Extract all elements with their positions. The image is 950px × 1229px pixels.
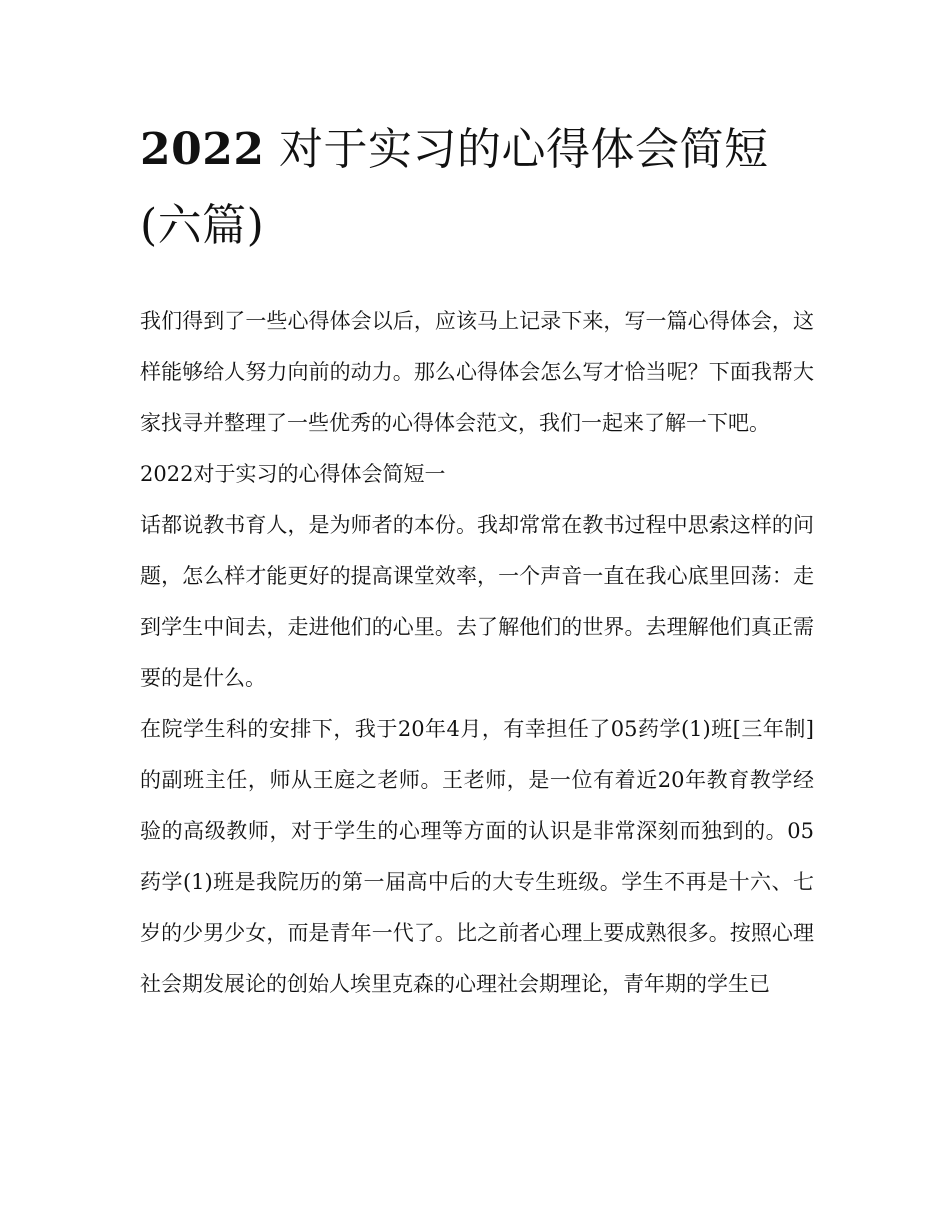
document-body [140, 296, 814, 1010]
title-year: 2022 [140, 124, 265, 175]
body-paragraph-2: 在院学生科的安排下，我于20年4月，有幸担任了05药学(1)班[三年制]的副班主任，师从王庭之老师。王老师，是一位有着近20年教育教学经验的高级教师，对于学生的心理等方面的认识是非常深刻而独到的。05药学(1)班是我院历的第一届高中后的大专生班级。学生不再是十六、七岁的少男少女，而是青年一代了。比之前者心理上要成熟很多。按照心理社会期发展论的创始人埃里克森的心理社会期理论，青年期的学生已 [140, 717, 814, 996]
title-text: 对于实习的心得体会简短(六篇) [140, 124, 769, 251]
document-title [140, 112, 814, 264]
document-content [140, 112, 814, 1010]
section-heading: 2022对于实习的心得体会简短一 [140, 462, 446, 486]
intro-paragraph: 我们得到了一些心得体会以后，应该马上记录下来，写一篇心得体会，这样能够给人努力向前的动力。那么心得体会怎么写才恰当呢？下面我帮大家找寻并整理了一些优秀的心得体会范文，我们一起来了解一下吧。 [140, 309, 814, 435]
body-paragraph-1: 话都说教书育人，是为师者的本份。我却常常在教书过程中思索这样的问题，怎么样才能更好的提高课堂效率，一个声音一直在我心底里回荡：走到学生中间去，走进他们的心里。去了解他们的世界。去理解他们真正需要的是什么。 [140, 513, 814, 690]
